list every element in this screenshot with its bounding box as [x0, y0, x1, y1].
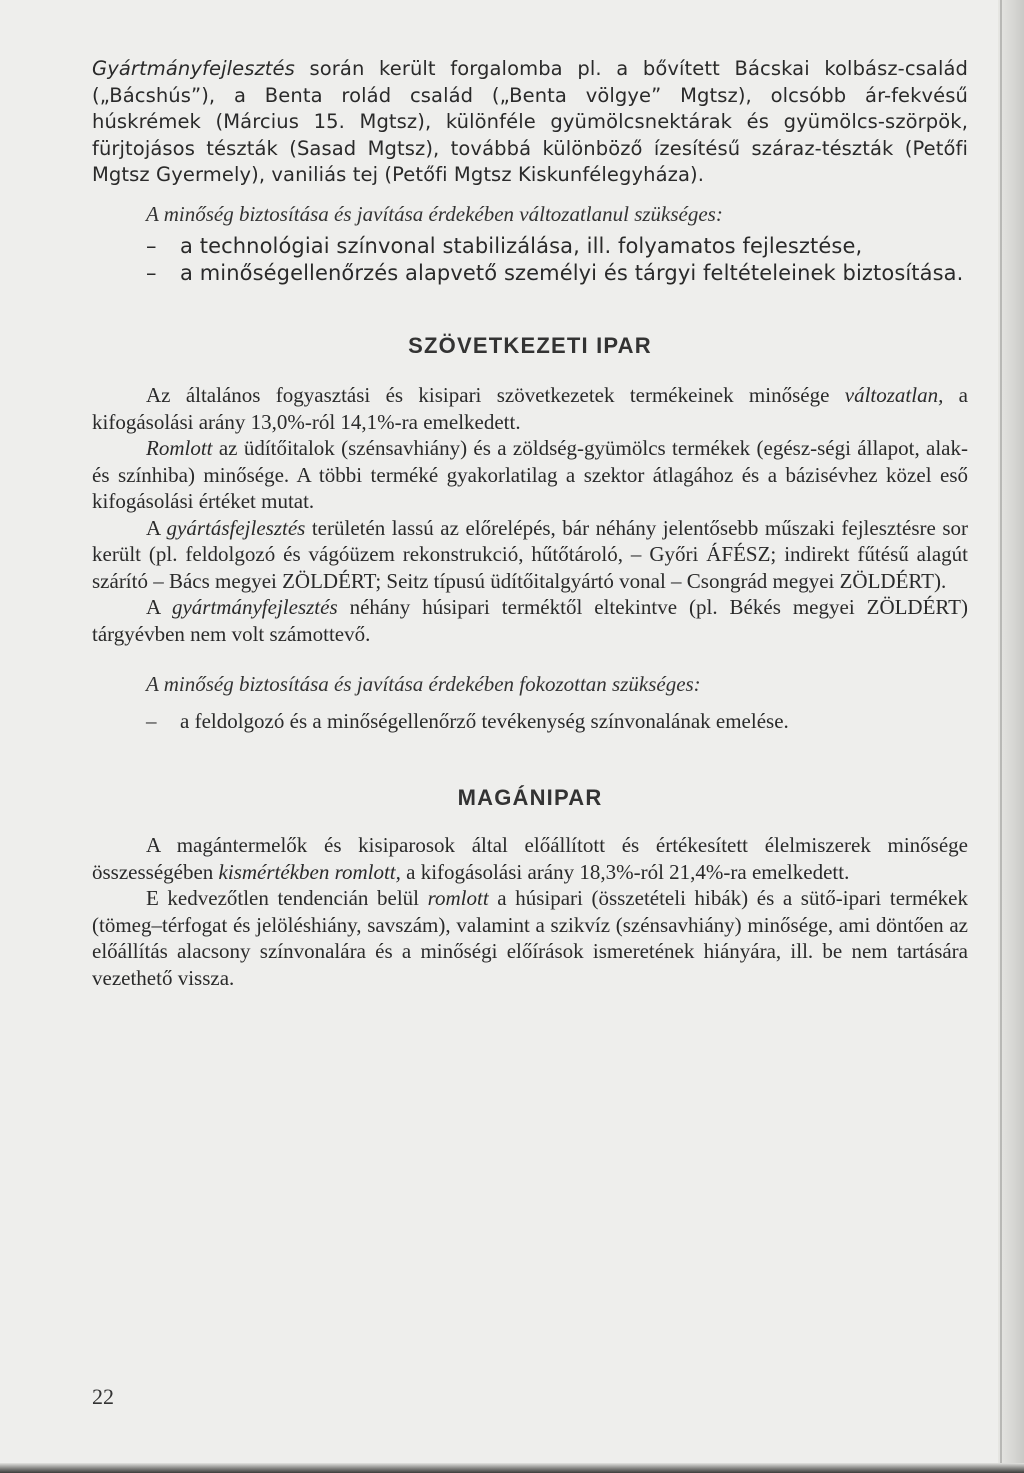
requirements-list-2: [92, 708, 968, 735]
paragraph-text: során került forgalomba pl. a bővített Bácskai kolbász-család („Bácshús”), a Benta rolád család („Benta völgye” Mgtsz), olcsóbb ár-fekvésű húskrémek (Március 15. Mgtsz), különféle gyümölcsnektárak és gyümölcs-szörpök, fürjtojásos tészták (Sasad Mgtsz), továbbá különböző ízesítésű száraz-tészták (Petőfi Mgtsz Gyermely), vaniliás tej (Petőfi Mgtsz Kiskunfélegyháza).: [92, 57, 968, 186]
requirements-heading-2: A minőség biztosítása és javítása érdekében fokozottan szükséges:: [146, 672, 701, 696]
text-run: a kifogásolási arány 13,0%-ról 14,1%-ra emelkedett.: [92, 383, 968, 434]
text-run: a húsipari (összetételi hibák) és a sütő-ipari termékek (tömeg–térfogat és jelöléshiány, savszám), valamint a szikvíz (szénsavhiány) minősége, ami döntően az előállítás alacsony színvonalára és a minőségi előírások ismeretének hiányára, ill. be nem tartására vezethető vissza.: [92, 886, 968, 990]
cooperative-paragraph-3: [92, 515, 968, 595]
text-run: területén lassú az előrelépés, bár néhány jelentősebb műszaki fejlesztésre sor került (pl. feldolgozó és vágóüzem rekonstrukció, hűtőtároló, – Győri ÁFÉSZ; indirekt fűtésű alagút szárító – Bács megyei ZÖLDÉRT; Seitz típusú üdítőitalgyártó vonal – Csongrád megyei ZÖLDÉRT).: [92, 515, 968, 593]
text-run: A magántermelők és kisiparosok által előállított és értékesített élelmiszerek minősége összességében: [92, 833, 968, 884]
text-run: Az általános fogyasztási és kisipari szövetkezetek termékeinek minősége: [146, 383, 845, 407]
cooperative-paragraph-1: [92, 382, 968, 435]
private-industry-body: [92, 832, 968, 991]
list-item: [92, 233, 968, 260]
cooperative-industry-body: [92, 382, 968, 647]
private-paragraph-1: [92, 832, 968, 885]
text-run: a kifogásolási arány 18,3%-ról 21,4%-ra emelkedett.: [400, 859, 850, 884]
text-run: A: [146, 515, 167, 540]
emphasis-run: kismértékben romlott,: [218, 859, 401, 884]
page-number: 22: [92, 1384, 114, 1409]
emphasis-run: romlott: [427, 886, 489, 910]
private-paragraph-2: [92, 885, 968, 991]
text-run: néhány húsipari terméktől eltekintve (pl. Békés megyei ZÖLDÉRT) tárgyévben nem volt számottevő.: [92, 595, 968, 646]
scan-binding-line: [1000, 0, 1002, 1473]
dash-bullet: –: [146, 234, 157, 258]
requirements-list-1: [92, 233, 968, 286]
scan-bottom-edge: [0, 1463, 1024, 1473]
list-item-text: a feldolgozó és a minőségellenőrző tevékenység színvonalának emelése.: [180, 708, 789, 733]
dash-bullet: –: [146, 708, 157, 733]
requirements-heading-1: A minőség biztosítása és javítása érdekében változatlanul szükséges:: [146, 201, 723, 226]
emphasis-run: Romlott: [146, 436, 213, 460]
dash-bullet: –: [146, 260, 157, 285]
cooperative-paragraph-2: [92, 435, 968, 515]
emphasis-run: gyártásfejlesztés: [166, 515, 306, 540]
cooperative-paragraph-4: [92, 594, 968, 647]
list-item-text: a technológiai színvonal stabilizálása, ill. folyamatos fejlesztése,: [180, 234, 863, 258]
emphasis-run: változatlan,: [844, 383, 944, 407]
product-development-paragraph: [92, 56, 968, 189]
text-run: E kedvezőtlen tendencián belül: [146, 886, 428, 910]
emphasis-run: gyártmányfejlesztés: [171, 595, 338, 619]
section-title-cooperative-industry: SZÖVETKEZETI IPAR: [408, 333, 652, 358]
list-item: [92, 260, 968, 287]
document-page: [92, 56, 968, 991]
paragraph-lead-italic: Gyártmányfejlesztés: [92, 57, 295, 80]
text-run: az üdítőitalok (szénsavhiány) és a zöldség-gyümölcs termékek (egész-ségi állapot, alak- és színhiba) minősége. A többi terméké gyakorlatilag a szektor átlagához és a bázisévhez közel eső kifogásolási értéket mutat.: [92, 436, 968, 513]
list-item-text: a minőségellenőrzés alapvető személyi és tárgyi feltételeinek biztosítása.: [180, 260, 964, 285]
section-title-private-industry: MAGÁNIPAR: [457, 785, 603, 810]
text-run: A: [146, 595, 172, 619]
list-item: [92, 708, 968, 735]
